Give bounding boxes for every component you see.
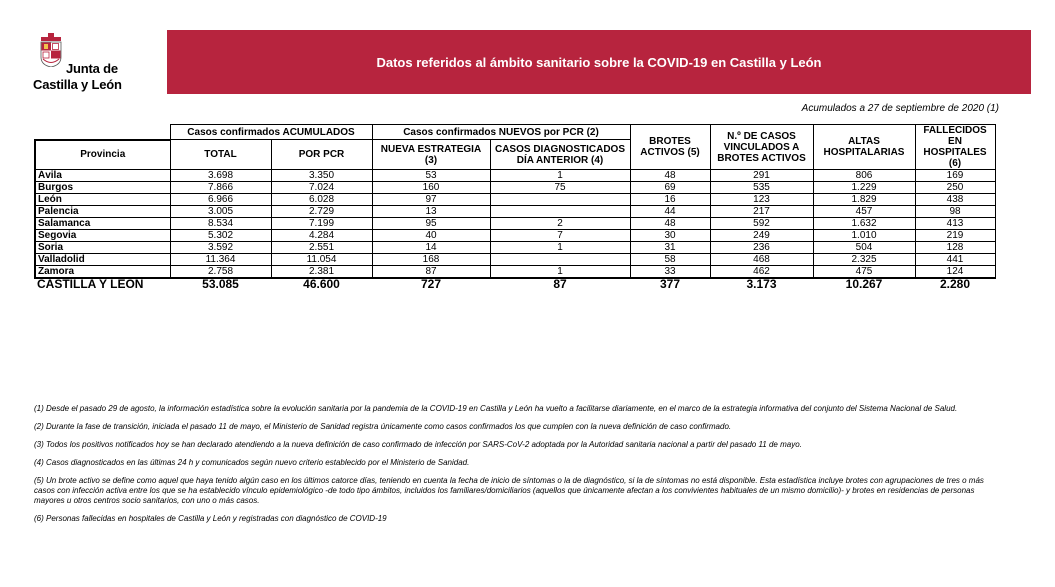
cell-brotes: 58 (630, 254, 710, 266)
cell-brotes: 31 (630, 242, 710, 254)
cell-brotes: 48 (630, 218, 710, 230)
cell-provincia: Ávila (35, 170, 170, 182)
cell-diag: 2 (490, 218, 630, 230)
total-nueva: 727 (420, 277, 442, 291)
cell-pcr: 3.350 (271, 170, 372, 182)
table-row (35, 170, 995, 182)
cell-vinc: 236 (710, 242, 813, 254)
cell-fall: 169 (915, 170, 995, 182)
footnote-5: (5) Un brote activo se define como aquel que haya tenido algún caso en los últimos catorce días, teniendo en cuenta la fecha de inicio de síntomas o la de diagnóstico, si la de síntomas no está disponible. Esta estadística incluye brotes con agrupaciones de tres o más casos con infección activa entre los que se ha establecido vínculo epidemiológico -de todo tipo ámbitos, incluidos los familiares/domiciliarios (aquellos que únicamente afectan a los convivientes habituales de un mismo domicilio)- y brotes en residencias de personas mayores u otros centros socio sanitarios, con uno o más casos. (34, 476, 984, 505)
total-row (35, 278, 995, 290)
cell-brotes: 16 (630, 194, 710, 206)
table-row (35, 254, 995, 266)
footnote-1: (1) Desde el pasado 29 de agosto, la información estadística sobre la evolución sanitaria por la pandemia de la COVID-19 en Castilla y León ha vuelto a facilitarse diariamente, en el marco de la estrategia informativa del conjunto del Sistema Nacional de Salud. (34, 404, 958, 413)
footnote-3: (3) Todos los positivos notificados hoy se han declarado atendiendo a la nueva definición de caso confirmado de infección por SARS-CoV-2 adoptada por la Autoridad sanitaria nacional a partir del pasado 11 de mayo. (34, 440, 802, 449)
footnote-2: (2) Durante la fase de transición, iniciada el pasado 11 de mayo, el Ministerio de Sanidad registra únicamente como casos confirmados los que cumplen con la nueva definición de caso confirmado. (34, 422, 732, 431)
cell-altas: 1.632 (813, 218, 915, 230)
cell-nueva: 14 (372, 242, 490, 254)
cell-total: 5.302 (170, 230, 271, 242)
table-row (35, 194, 995, 206)
cell-total: 3.592 (170, 242, 271, 254)
cell-nueva: 168 (372, 254, 490, 266)
logo-text-line1: Junta de (66, 61, 118, 76)
cell-vinc: 123 (710, 194, 813, 206)
table-row (35, 242, 995, 254)
coat-of-arms-icon (39, 33, 63, 67)
cell-altas: 504 (813, 242, 915, 254)
table-row (35, 182, 995, 194)
table-body (35, 170, 995, 279)
table-row (35, 218, 995, 230)
cell-nueva: 97 (372, 194, 490, 206)
empty-corner (35, 125, 170, 140)
cell-nueva: 95 (372, 218, 490, 230)
cell-pcr: 2.381 (271, 266, 372, 279)
header-casos-diagnosticados: CASOS DIAGNOSTICADOS DÍA ANTERIOR (4) (490, 140, 630, 170)
cell-vinc: 217 (710, 206, 813, 218)
total-pcr: 46.600 (303, 277, 340, 291)
cell-fall: 124 (915, 266, 995, 279)
cell-fall: 413 (915, 218, 995, 230)
cell-diag: 7 (490, 230, 630, 242)
total-diag: 87 (553, 277, 567, 291)
cell-provincia: Palencia (35, 206, 170, 218)
cell-nueva: 53 (372, 170, 490, 182)
cell-vinc: 535 (710, 182, 813, 194)
cell-nueva: 160 (372, 182, 490, 194)
cell-pcr: 4.284 (271, 230, 372, 242)
cell-brotes: 30 (630, 230, 710, 242)
page-title: Datos referidos al ámbito sanitario sobre la COVID-19 en Castilla y León (376, 54, 822, 70)
cell-pcr: 11.054 (271, 254, 372, 266)
cell-total: 11.364 (170, 254, 271, 266)
cell-vinc: 462 (710, 266, 813, 279)
total-brotes: 377 (659, 277, 681, 291)
cell-total: 7.866 (170, 182, 271, 194)
cell-fall: 98 (915, 206, 995, 218)
cell-fall: 219 (915, 230, 995, 242)
title-banner (167, 30, 1031, 94)
cell-nueva: 87 (372, 266, 490, 279)
cell-diag: 1 (490, 266, 630, 279)
table-row (35, 230, 995, 242)
accumulated-date-note: Acumulados a 27 de septiembre de 2020 (1) (801, 103, 999, 114)
header-nueva-estrategia: NUEVA ESTRATEGIA (3) (372, 140, 490, 170)
header-brotes: BROTES ACTIVOS (5) (630, 125, 710, 170)
header-fallecidos: FALLECIDOS EN HOSPITALES (6) (915, 125, 995, 170)
junta-logo (33, 33, 143, 95)
cell-diag (490, 206, 630, 218)
cell-provincia: Burgos (35, 182, 170, 194)
cell-fall: 250 (915, 182, 995, 194)
cell-total: 2.758 (170, 266, 271, 279)
header-provincia: Provincia (35, 140, 170, 170)
cell-altas: 1.829 (813, 194, 915, 206)
total-total: 53.085 (202, 277, 239, 291)
cell-diag (490, 194, 630, 206)
total-fallecidos: 2.280 (939, 277, 971, 291)
cell-pcr: 2.729 (271, 206, 372, 218)
cell-altas: 1.010 (813, 230, 915, 242)
cell-provincia: Segovia (35, 230, 170, 242)
cell-pcr: 2.551 (271, 242, 372, 254)
cell-diag (490, 254, 630, 266)
cell-altas: 1.229 (813, 182, 915, 194)
cell-vinc: 468 (710, 254, 813, 266)
footnote-4: (4) Casos diagnosticados en las últimas 24 h y comunicados según nuevo criterio establecido por el Ministerio de Sanidad. (34, 458, 470, 467)
cell-provincia: Soria (35, 242, 170, 254)
cell-total: 8.534 (170, 218, 271, 230)
cell-provincia: Zamora (35, 266, 170, 279)
cell-pcr: 7.199 (271, 218, 372, 230)
cell-vinc: 592 (710, 218, 813, 230)
header-altas: ALTAS HOSPITALARIAS (813, 125, 915, 170)
header-total: TOTAL (170, 140, 271, 170)
cell-altas: 2.325 (813, 254, 915, 266)
logo-text-line2: Castilla y León (33, 77, 122, 92)
group-header-nuevos: Casos confirmados NUEVOS por PCR (2) (372, 125, 630, 140)
cell-altas: 806 (813, 170, 915, 182)
footnote-6: (6) Personas fallecidas en hospitales de Castilla y León y registradas con diagnóstico de COVID-19 (34, 514, 387, 523)
covid-data-table (34, 124, 996, 290)
cell-brotes: 48 (630, 170, 710, 182)
cell-fall: 438 (915, 194, 995, 206)
cell-nueva: 13 (372, 206, 490, 218)
cell-diag: 75 (490, 182, 630, 194)
table-row (35, 206, 995, 218)
cell-brotes: 33 (630, 266, 710, 279)
cell-fall: 128 (915, 242, 995, 254)
cell-provincia: Valladolid (35, 254, 170, 266)
cell-diag: 1 (490, 242, 630, 254)
header-por-pcr: POR PCR (271, 140, 372, 170)
cell-total: 6.966 (170, 194, 271, 206)
cell-brotes: 44 (630, 206, 710, 218)
cell-provincia: León (35, 194, 170, 206)
cell-altas: 475 (813, 266, 915, 279)
footnotes (34, 404, 994, 532)
total-altas: 10.267 (845, 277, 883, 291)
total-provincia: CASTILLA Y LEÓN (37, 277, 144, 291)
cell-total: 3.698 (170, 170, 271, 182)
cell-total: 3.005 (170, 206, 271, 218)
cell-brotes: 69 (630, 182, 710, 194)
cell-pcr: 6.028 (271, 194, 372, 206)
cell-altas: 457 (813, 206, 915, 218)
cell-pcr: 7.024 (271, 182, 372, 194)
cell-diag: 1 (490, 170, 630, 182)
header-vinculados: N.º DE CASOS VINCULADOS A BROTES ACTIVOS (710, 125, 813, 170)
cell-vinc: 291 (710, 170, 813, 182)
cell-nueva: 40 (372, 230, 490, 242)
cell-provincia: Salamanca (35, 218, 170, 230)
cell-fall: 441 (915, 254, 995, 266)
group-header-acumulados: Casos confirmados ACUMULADOS (170, 125, 372, 140)
total-vinculados: 3.173 (746, 277, 777, 291)
cell-vinc: 249 (710, 230, 813, 242)
